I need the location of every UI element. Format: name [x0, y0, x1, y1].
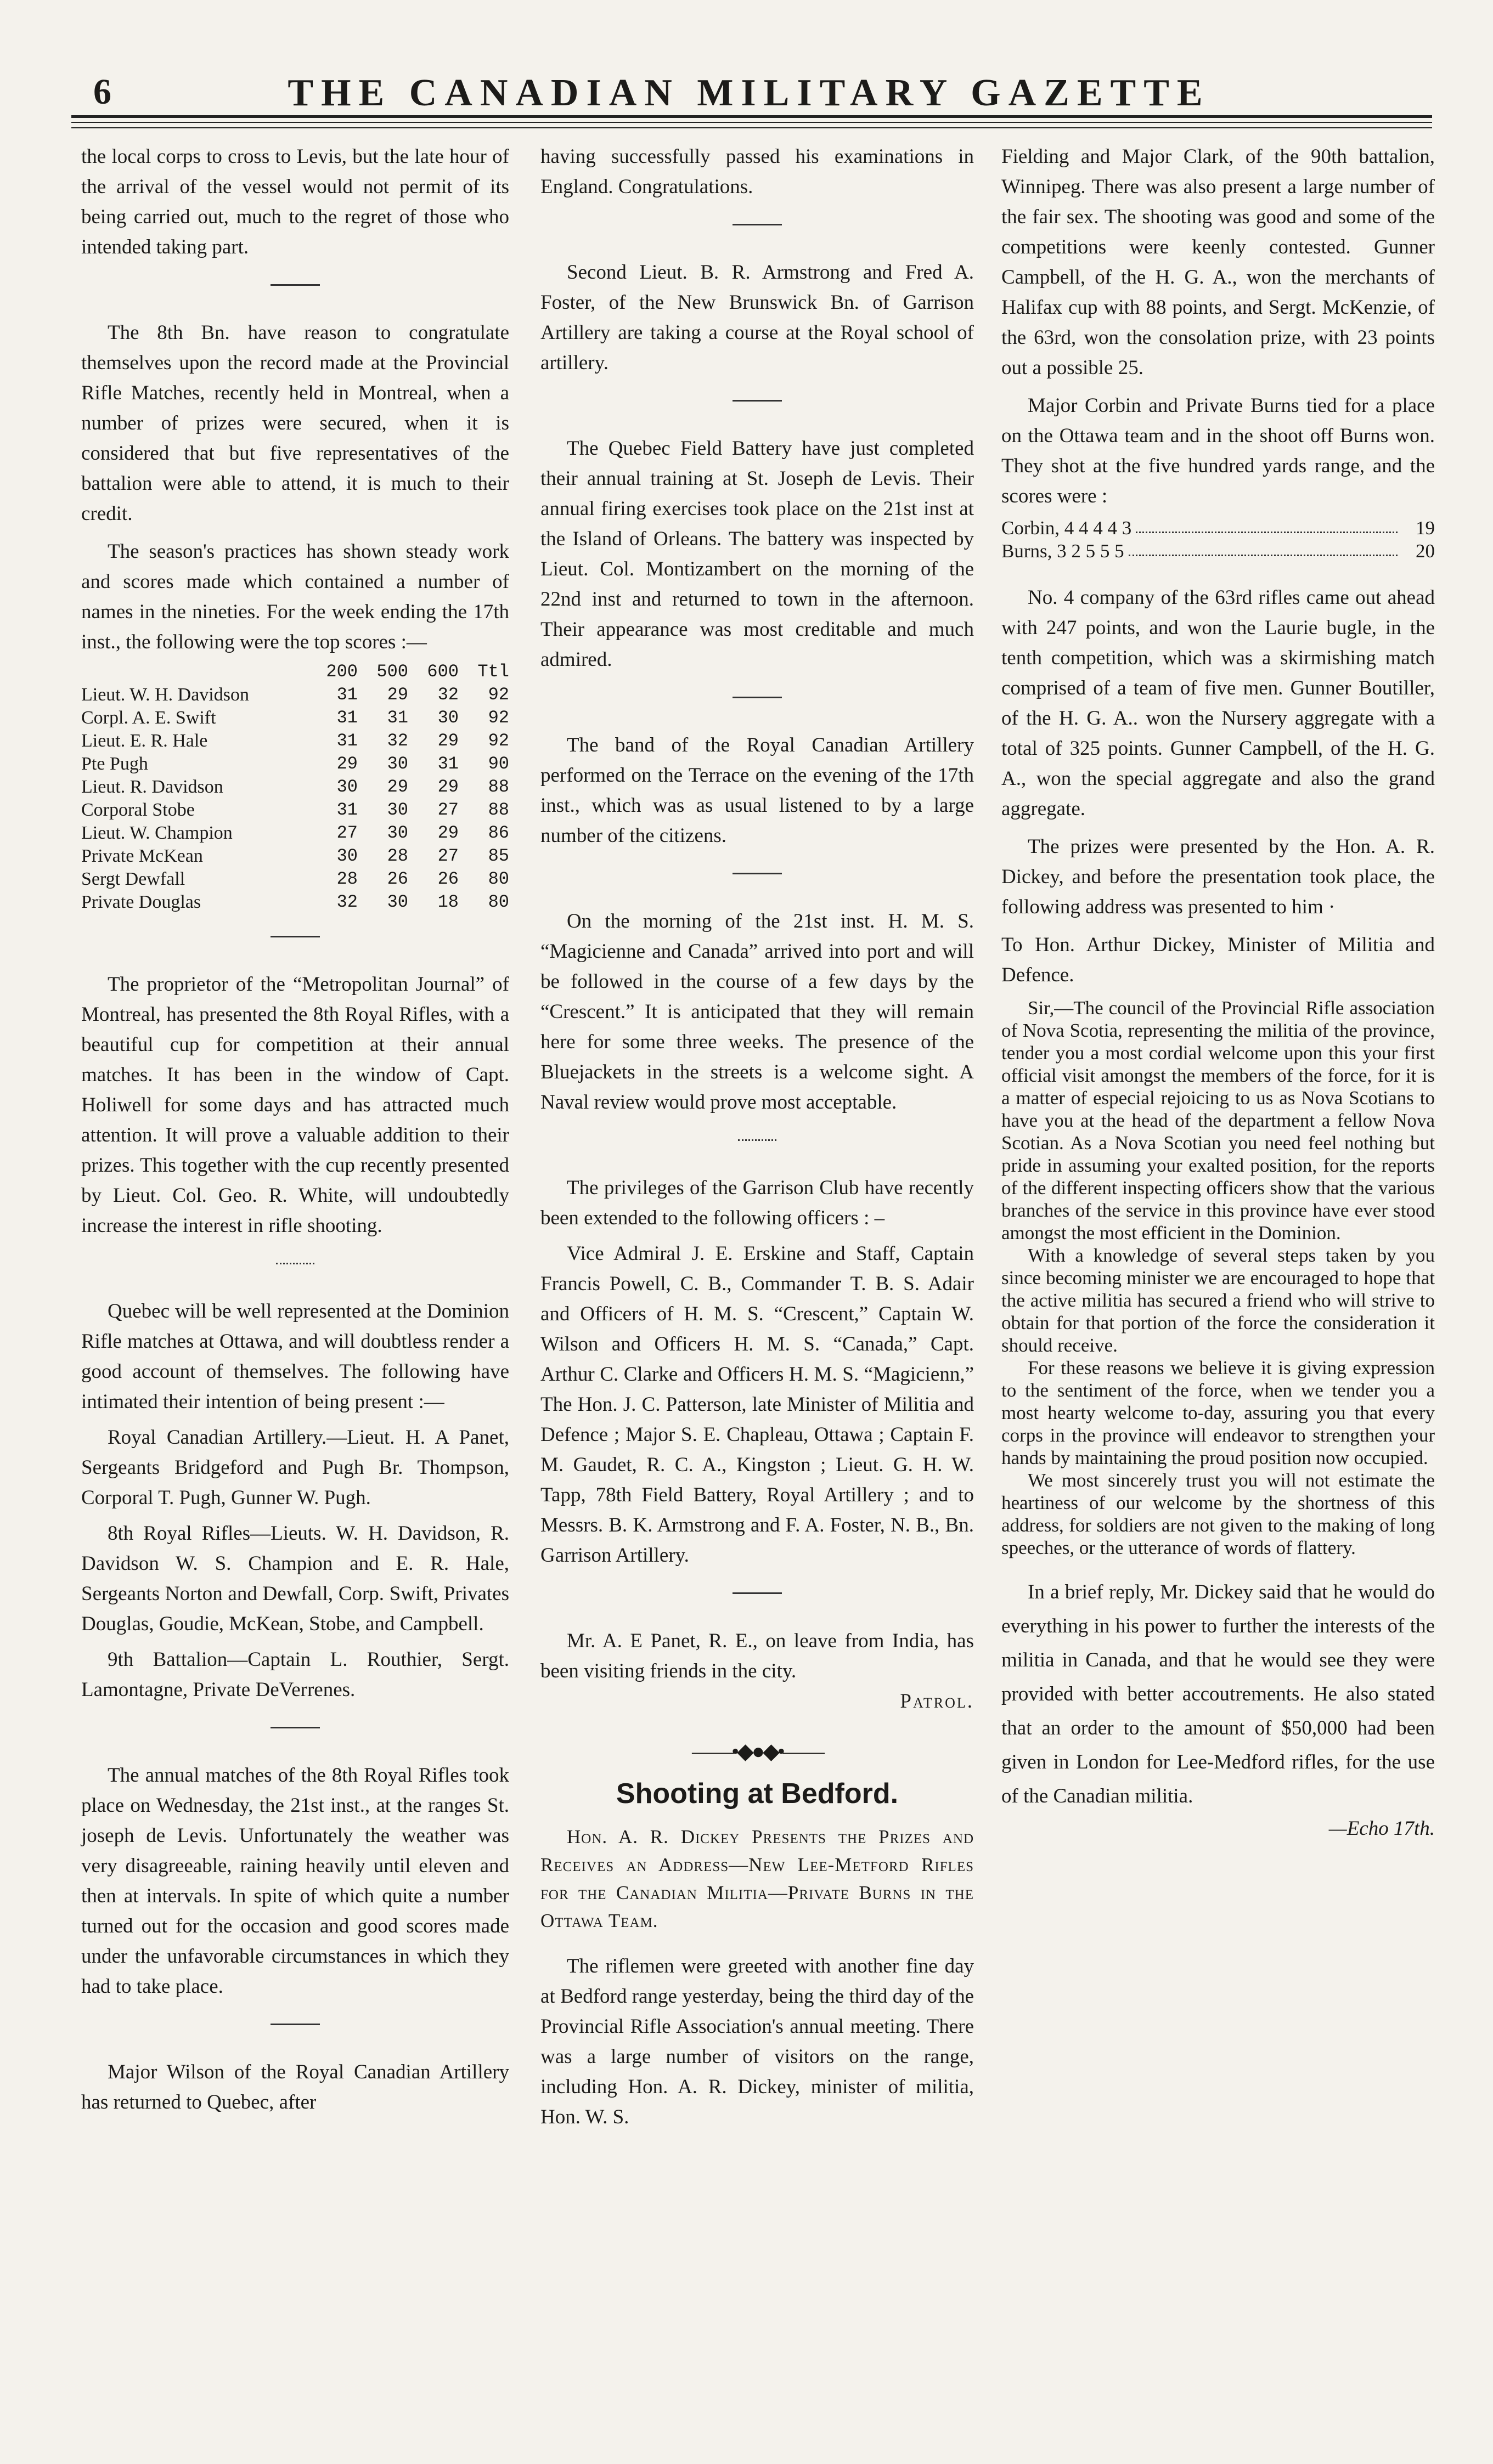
table-row	[81, 683, 509, 707]
table-row	[81, 845, 509, 868]
article-paragraph: The season's practices has shown steady work and scores made which contained a number of names in the nineties. For the week ending the 17th inst., the following were the top scores :—	[81, 540, 509, 653]
score-cell: 29	[437, 823, 459, 843]
article-paragraph: The proprietor of the “Metropolitan Journal” of Montreal, has presented the 8th Royal Rifles, with a beautiful cup for competition at their annual matches. It has been in the window of Capt. Holiwell for some days and has attracted much attention. It will prove a valuable addition to their prizes. This together with the cup recently presented by Lieut. Col. Geo. R. White, will undoubtedly increase the interest in rifle shooting.	[81, 973, 509, 1237]
leader-dots	[1136, 517, 1398, 533]
shooter-scores: Corbin, 4 4 4 4 3	[1001, 517, 1132, 539]
column-right	[1001, 142, 1435, 1844]
article-paragraph: No. 4 company of the 63rd rifles came out ahead with 247 points, and won the Laurie bugle, in the tenth competition, which was a skirmishing match comprised of a team of five men. Gunner Boutiller, of the H. G. A.. won the Nursery aggregate with a total of 325 points. Gunner Campbell, of the H. G. A., won the special aggregate and also the grand aggregate.	[1001, 586, 1435, 820]
section-divider	[733, 224, 782, 225]
address-paragraph: With a knowledge of several steps taken by you since becoming minister we are encouraged to hope that the active militia has secured a friend who will strive to obtain for that portion of the force the consideration it should receive.	[1001, 1245, 1435, 1356]
total-cell: 80	[488, 892, 509, 912]
score-cell: 31	[387, 708, 408, 728]
section-title: Shooting at Bedford.	[616, 1778, 899, 1810]
shooter-name: Lieut. W. Champion	[81, 823, 233, 843]
masthead-rule	[71, 122, 1432, 123]
ornament-divider: ——•◆●◆•——	[692, 1739, 822, 1764]
score-cell: 29	[336, 754, 358, 774]
article-paragraph: Royal Canadian Artillery.—Lieut. H. A Panet, Sergeants Bridgeford and Pugh Br. Thompson, Corporal T. Pugh, Gunner W. Pugh.	[81, 1426, 509, 1509]
article-paragraph: On the morning of the 21st inst. H. M. S. “Magicienne and Canada” arrived into port and will be followed in the course of a few days by the “Crescent.” It is anticipated that they will remain here for some three weeks. The presence of the Bluejackets in the streets is a welcome sight. A Naval review would prove most acceptable.	[540, 910, 974, 1114]
total-cell: 88	[488, 800, 509, 820]
score-cell: 29	[387, 685, 408, 705]
table-row	[81, 868, 509, 891]
section-divider	[733, 1592, 782, 1594]
article-paragraph: The riflemen were greeted with another fine day at Bedford range yesterday, being the third day of the Provincial Rifle Association's annual meeting. There was a large number of visitors on the range, including Hon. A. R. Dickey, minister of militia, Hon. W. S.	[540, 1955, 974, 2128]
masthead-rule	[71, 115, 1432, 118]
table-row	[81, 753, 509, 776]
table-row	[81, 707, 509, 730]
score-cell: 27	[336, 823, 358, 843]
total-cell: 88	[488, 777, 509, 797]
section-divider	[733, 697, 782, 698]
column-header: Ttl	[477, 662, 509, 682]
section-divider	[271, 1727, 320, 1728]
article-paragraph: 8th Royal Rifles—Lieuts. W. H. Davidson, R. Davidson W. S. Champion and E. R. Hale, Sergeants Norton and Dewfall, Corp. Swift, Privates Douglas, Goudie, McKean, Stobe, and Campbell.	[81, 1522, 509, 1635]
article-paragraph: Mr. A. E Panet, R. E., on leave from India, has been visiting friends in the city.	[540, 1630, 974, 1682]
total-cell: 92	[488, 708, 509, 728]
article-paragraph: Quebec will be well represented at the Dominion Rifle matches at Ottawa, and will doubtless render a good account of themselves. The following have intimated their intention of being present :—	[81, 1300, 509, 1413]
score-cell: 30	[336, 846, 358, 866]
article-paragraph: having successfully passed his examinations in England. Congratulations.	[540, 145, 974, 198]
total-cell: 20	[1416, 540, 1435, 562]
section-subhead: Hon. A. R. Dickey Presents the Prizes and Receives an Address—New Lee-Metford Rifles for the Canadian Militia—Private Burns in the Ottawa Team.	[540, 1826, 974, 1931]
shooter-name: Sergt Dewfall	[81, 869, 185, 889]
score-cell: 30	[387, 754, 408, 774]
address-paragraph: For these reasons we believe it is giving expression to the sentiment of the force, when we tender you a most hearty welcome to-day, assuring you that every corps in the province will endeavor to strengthen your hands by maintaining the proud position now occupied.	[1001, 1357, 1435, 1468]
column-header: 600	[427, 662, 459, 682]
article-paragraph: The Quebec Field Battery have just completed their annual training at St. Joseph de Levis. Their annual firing exercises took place on the 21st inst at the Island of Orleans. The battery was inspected by Lieut. Col. Montizambert on the morning of the 22nd inst and returned to town in the afternoon. Their appearance was most creditable and much admired.	[540, 437, 974, 671]
masthead	[71, 71, 1427, 115]
article-paragraph: Major Corbin and Private Burns tied for a place on the Ottawa team and in the shoot off Burns won. They shot at the five hundred yards range, and the scores were :	[1001, 394, 1435, 507]
column-left	[81, 142, 509, 2117]
table-row	[81, 799, 509, 822]
article-paragraph: Major Wilson of the Royal Canadian Artillery has returned to Quebec, after	[81, 2061, 509, 2113]
score-cell: 29	[437, 777, 459, 797]
shooter-name: Pte Pugh	[81, 754, 148, 774]
section-divider	[271, 284, 320, 286]
score-cell: 29	[437, 731, 459, 751]
score-cell: 31	[437, 754, 459, 774]
article-paragraph: The prizes were presented by the Hon. A. R. Dickey, and before the presentation took place, the following address was presented to him ·	[1001, 835, 1435, 918]
score-table-header	[81, 660, 509, 683]
masthead-rule	[71, 127, 1432, 128]
score-cell: 31	[336, 685, 358, 705]
total-cell: 80	[488, 869, 509, 889]
article-paragraph: The privileges of the Garrison Club have recently been extended to the following officers : –	[540, 1177, 974, 1229]
shooter-scores: Burns, 3 2 5 5 5	[1001, 540, 1124, 562]
section-divider	[271, 936, 320, 937]
section-divider	[738, 1139, 776, 1141]
score-cell: 26	[387, 869, 408, 889]
score-cell: 31	[336, 731, 358, 751]
article-paragraph: In a brief reply, Mr. Dickey said that he would do everything in his power to further the interests of the militia in Canada, and that he would see they were provided with better accoutrements. He also stated that an order to the amount of $50,000 had been given in London for Lee-Medford rifles, for the use of the Canadian militia.	[1001, 1581, 1435, 1807]
total-cell: 90	[488, 754, 509, 774]
score-cell: 26	[437, 869, 459, 889]
address-salutation: To Hon. Arthur Dickey, Minister of Militia and Defence.	[1001, 934, 1435, 986]
score-cell: 32	[437, 685, 459, 705]
address-paragraph: We most sincerely trust you will not estimate the heartiness of our welcome by the shortness of this address, for soldiers are not given to the making of long speeches, or the utterance of words of flattery.	[1001, 1470, 1435, 1558]
shooter-name: Lieut. R. Davidson	[81, 777, 223, 797]
signature: Patrol.	[900, 1690, 974, 1713]
shooter-name: Private Douglas	[81, 892, 201, 912]
column-center	[540, 142, 974, 2132]
page-number: 6	[93, 72, 111, 112]
section-divider	[276, 1263, 314, 1264]
table-row	[81, 776, 509, 799]
shoot-off-row	[1001, 540, 1435, 563]
gazette-title: THE CANADIAN MILITARY GAZETTE	[288, 72, 1210, 114]
score-cell: 32	[387, 731, 408, 751]
score-cell: 30	[387, 800, 408, 820]
score-cell: 30	[437, 708, 459, 728]
score-cell: 30	[336, 777, 358, 797]
table-row	[81, 730, 509, 753]
shooter-name: Corpl. A. E. Swift	[81, 708, 216, 728]
article-paragraph: The band of the Royal Canadian Artillery performed on the Terrace on the evening of the 17th inst., which was as usual listened to by a large number of the citizens.	[540, 734, 974, 847]
section-divider	[733, 400, 782, 402]
total-cell: 92	[488, 685, 509, 705]
table-row	[81, 822, 509, 845]
score-cell: 18	[437, 892, 459, 912]
score-cell: 31	[336, 800, 358, 820]
column-header: 200	[326, 662, 358, 682]
article-paragraph: Vice Admiral J. E. Erskine and Staff, Captain Francis Powell, C. B., Commander T. B. S. Adair and Officers of H. M. S. “Crescent,” Captain W. Wilson and Officers H. M. S. “Canada,” Capt. Arthur C. Clarke and Officers H. M. S. “Magicienn,” The Hon. J. C. Patterson, late Minister of Militia and Defence ; Major S. E. Chapleau, Ottawa ; Captain F. M. Gaudet, R. C. A., Kingston ; Lieut. G. H. W. Tapp, 78th Field Battery, Royal Artillery ; and to Messrs. B. K. Armstrong and F. A. Foster, N. B., Bn. Garrison Artillery.	[540, 1242, 974, 1567]
total-cell: 92	[488, 731, 509, 751]
score-cell: 30	[387, 892, 408, 912]
score-cell: 31	[336, 708, 358, 728]
address-text	[1001, 997, 1435, 1559]
shoot-off-row	[1001, 517, 1435, 540]
article-paragraph: The annual matches of the 8th Royal Rifles took place on Wednesday, the 21st inst., at the ranges St. joseph de Levis. Unfortunately the weather was very disagreeable, raining heavily until eleven and then at intervals. In spite of which quite a number turned out for the occasion and good scores made under the unfavorable circumstances in which they had to take place.	[81, 1764, 509, 1998]
source-credit: —Echo 17th.	[1328, 1817, 1435, 1840]
column-header: 500	[376, 662, 408, 682]
leader-dots	[1129, 540, 1398, 556]
article-paragraph: The 8th Bn. have reason to congratulate themselves upon the record made at the Provincial Rifle Matches, recently held in Montreal, when a number of prizes were secured, when it is considered that but five representatives of the battalion were able to attend, it is much to their credit.	[81, 321, 509, 525]
article-paragraph: Second Lieut. B. R. Armstrong and Fred A. Foster, of the New Brunswick Bn. of Garrison Artillery are taking a course at the Royal school of artillery.	[540, 261, 974, 374]
table-row	[81, 891, 509, 914]
article-paragraph: Fielding and Major Clark, of the 90th battalion, Winnipeg. There was also present a large number of the fair sex. The shooting was good and some of the competitions were keenly contested. Gunner Campbell, of the H. G. A., won the merchants of Halifax cup with 88 points, and Sergt. McKenzie, of the 63rd, won the consolation prize, with 23 points out a possible 25.	[1001, 145, 1435, 379]
address-paragraph: Sir,—The council of the Provincial Rifle association of Nova Scotia, representing the militia of the province, tender you a most cordial welcome upon this your first official visit amongst the members of the force, for it is a matter of especial rejoicing to us as Nova Scotians to have you at the head of the department a fellow Nova Scotian. As a Nova Scotian you need feel nothing but pride in assuming your exalted position, for the reports of the different inspecting officers show that the various branches of the service in this province have ever stood amongst the most efficient in the Dominion.	[1001, 997, 1435, 1244]
total-cell: 19	[1416, 517, 1435, 539]
score-cell: 28	[387, 846, 408, 866]
shooter-name: Lieut. W. H. Davidson	[81, 685, 249, 705]
score-table	[81, 660, 509, 914]
shooter-name: Lieut. E. R. Hale	[81, 731, 208, 751]
total-cell: 85	[488, 846, 509, 866]
score-cell: 30	[387, 823, 408, 843]
score-cell: 27	[437, 800, 459, 820]
article-paragraph: the local corps to cross to Levis, but the late hour of the arrival of the vessel would not permit of its being carried out, much to the regret of those who intended taking part.	[81, 145, 509, 258]
total-cell: 86	[488, 823, 509, 843]
score-cell: 29	[387, 777, 408, 797]
score-cell: 32	[336, 892, 358, 912]
article-paragraph: 9th Battalion—Captain L. Routhier, Sergt. Lamontagne, Private DeVerrenes.	[81, 1648, 509, 1701]
score-cell: 28	[336, 869, 358, 889]
section-divider	[733, 873, 782, 874]
shooter-name: Corporal Stobe	[81, 800, 195, 820]
score-cell: 27	[437, 846, 459, 866]
shooter-name: Private McKean	[81, 846, 203, 866]
section-divider	[271, 2024, 320, 2025]
